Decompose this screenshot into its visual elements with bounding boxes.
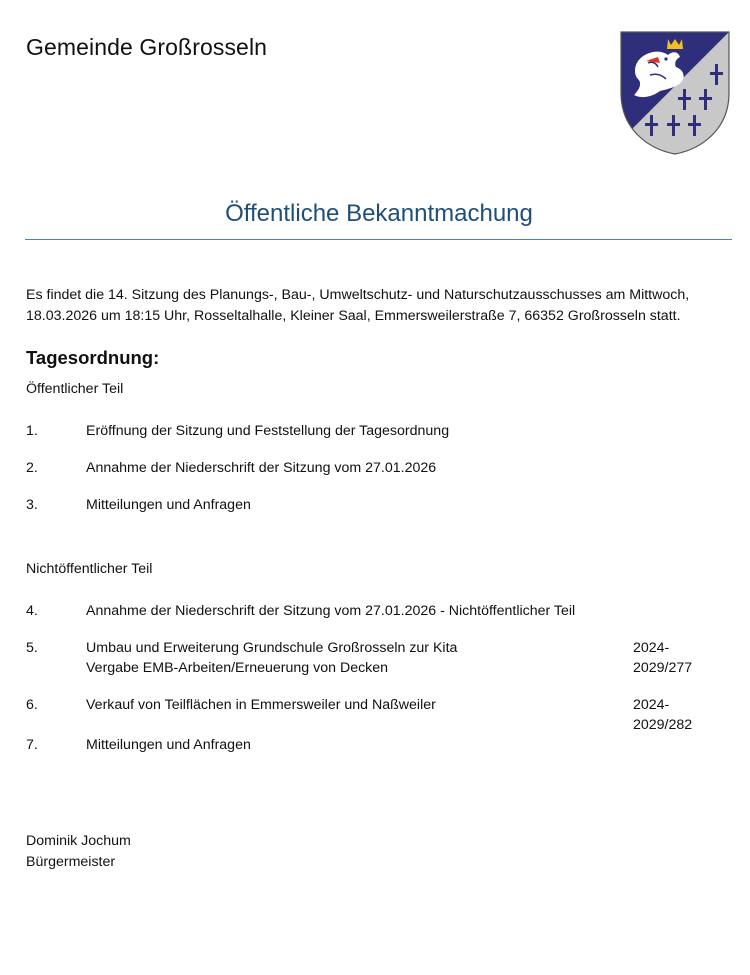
agenda-item-number: 7. bbox=[26, 737, 38, 753]
intro-paragraph: Es findet die 14. Sitzung des Planungs-, Bau-, Umweltschutz- und Naturschutzausschusses am Mittwoch, 18.03.2026 um 18:15 Uhr, Rosseltalhalle, Kleiner Saal, Emmersweilerstraße 7, 66352 Großrosseln statt. bbox=[26, 287, 690, 324]
agenda-item-text: Annahme der Niederschrift der Sitzung vom 27.01.2026 bbox=[86, 460, 437, 476]
reference-line: 2029/277 bbox=[633, 660, 693, 676]
agenda-item-text bbox=[86, 638, 457, 678]
agenda-item-text-line: Vergabe EMB-Arbeiten/Erneuerung von Decken bbox=[86, 660, 389, 676]
signatory-role: Bürgermeister bbox=[26, 854, 116, 870]
agenda-item-number: 1. bbox=[26, 423, 38, 439]
public-section-label: Öffentlicher Teil bbox=[26, 381, 124, 397]
reference-line: 2024- bbox=[633, 640, 670, 656]
agenda-item-text: Mitteilungen und Anfragen bbox=[86, 497, 251, 513]
reference-line: 2024- bbox=[633, 697, 670, 713]
municipality-name: Gemeinde Großrosseln bbox=[26, 34, 268, 60]
agenda-heading: Tagesordnung: bbox=[26, 347, 160, 368]
agenda-item-text: Mitteilungen und Anfragen bbox=[86, 737, 251, 753]
agenda-item-number: 3. bbox=[26, 497, 38, 513]
private-section-label: Nichtöffentlicher Teil bbox=[26, 561, 153, 577]
signatory-name: Dominik Jochum bbox=[26, 833, 131, 849]
agenda-item-reference bbox=[633, 695, 723, 735]
agenda-item-reference bbox=[633, 638, 723, 678]
reference-line: 2029/282 bbox=[633, 717, 693, 733]
signature-block bbox=[26, 831, 131, 873]
agenda-item-number: 5. bbox=[26, 640, 38, 656]
agenda-item-number: 4. bbox=[26, 603, 38, 619]
page-title: Öffentliche Bekanntmachung bbox=[225, 200, 533, 227]
agenda-item-text: Verkauf von Teilflächen in Emmersweiler und Naßweiler bbox=[86, 697, 436, 713]
agenda-item-number: 2. bbox=[26, 460, 38, 476]
agenda-item-number: 6. bbox=[26, 697, 38, 713]
agenda-item-text: Eröffnung der Sitzung und Feststellung der Tagesordnung bbox=[86, 423, 450, 439]
agenda-item-text-line: Umbau und Erweiterung Grundschule Großrosseln zur Kita bbox=[86, 640, 458, 656]
agenda-item-text: Annahme der Niederschrift der Sitzung vom 27.01.2026 - Nichtöffentlicher Teil bbox=[86, 603, 576, 619]
coat-of-arms-icon bbox=[620, 31, 730, 155]
title-divider bbox=[25, 239, 732, 240]
